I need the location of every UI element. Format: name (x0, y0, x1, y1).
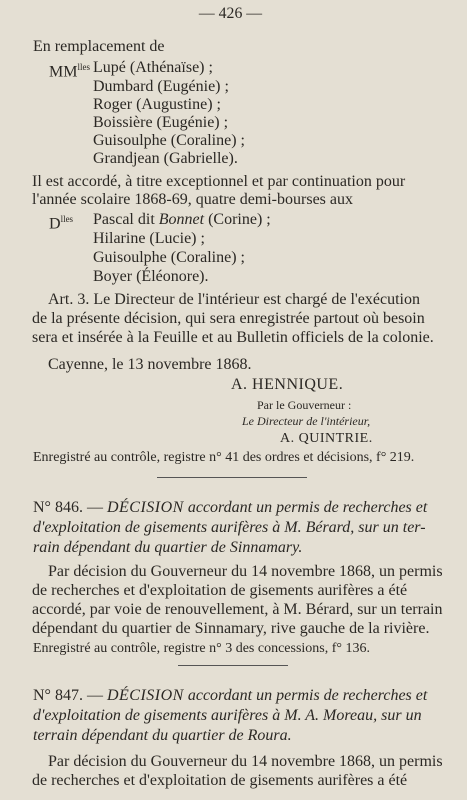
decision-label: DÉCISION (106, 499, 184, 516)
decision-number: N° 847. — (33, 687, 107, 704)
name-list-item: Lupé (Athénaïse) ; (93, 59, 213, 76)
decision-846-title-3: rain dépendant du quartier de Sinnamary. (33, 539, 303, 556)
decision-847-title-3: terrain dépendant du quartier de Roura. (33, 727, 292, 744)
dlles-prefix (49, 210, 73, 233)
name-list-item: Hilarine (Lucie) ; (93, 230, 205, 247)
signer-name: A. HENNIQUE. (231, 376, 344, 393)
mlles-prefix-sup: lles (77, 62, 90, 72)
registration-line: Enregistré au contrôle, registre n° 41 des ordres et décisions, f° 219. (33, 450, 415, 465)
dlles-prefix-text: D (49, 215, 61, 233)
intro-line: En remplacement de (33, 38, 165, 55)
name-list-item: Guisoulphe (Coraline) ; (93, 132, 245, 149)
dlles-prefix-sup: lles (60, 214, 74, 224)
bourses-line-2: l'année scolaire 1868-69, quatre demi-bourses aux (32, 191, 353, 208)
article-3-line-3: sera et insérée à la Feuille et au Bulletin officiels de la colonie. (32, 329, 434, 346)
name-list-item: Dumbard (Eugénie) ; (93, 78, 229, 95)
name-part-italic: Bonnet (158, 211, 205, 228)
article-3-line-2: de la présente décision, qui sera enregistrée partout où besoin (32, 310, 425, 327)
section-divider (157, 477, 307, 478)
decision-label: DÉCISION (106, 687, 184, 704)
decision-847-title-2: d'exploitation de gisements aurifères à M. A. Moreau, sur un (33, 707, 422, 724)
decision-title-part: accordant un permis de recherches et (183, 499, 428, 516)
cosigner-name: A. QUINTRIE. (280, 431, 373, 446)
director-role: Le Directeur de l'intérieur, (242, 414, 371, 428)
decision-846-body-2: de recherches et d'exploitation de gisements aurifères a été (32, 582, 408, 599)
decision-title-part: accordant un permis de recherches et (183, 687, 428, 704)
name-list-item: Guisoulphe (Coraline) ; (93, 249, 245, 266)
article-3-line-1: Art. 3. Le Directeur de l'intérieur est chargé de l'exécution (48, 291, 420, 308)
name-list-item (93, 210, 271, 229)
section-divider (178, 665, 288, 666)
name-part: Pascal dit (93, 211, 159, 228)
decision-847-body-1: Par décision du Gouverneur du 14 novembre 1868, un permis (48, 753, 443, 770)
bourses-line-1: Il est accordé, à titre exceptionnel et par continuation pour (32, 173, 406, 190)
decision-847-body-2: de recherches et d'exploitation de gisements aurifères a été (32, 772, 408, 789)
decision-846-title-2: d'exploitation de gisements aurifères à M. Bérard, sur un ter- (33, 519, 426, 536)
name-list-item: Boissière (Eugénie) ; (93, 114, 229, 131)
decision-846-body-1: Par décision du Gouverneur du 14 novembre 1868, un permis (48, 563, 443, 580)
decision-number: N° 846. — (33, 499, 107, 516)
place-date: Cayenne, le 13 novembre 1868. (48, 356, 252, 373)
decision-846-registration: Enregistré au contrôle, registre n° 3 des concessions, f° 136. (33, 641, 370, 656)
name-list-item: Grandjean (Gabrielle). (93, 150, 238, 167)
name-part: (Corine) ; (204, 211, 271, 228)
par-le-gouverneur: Par le Gouverneur : (257, 398, 352, 412)
mlles-prefix-text: MM (49, 63, 78, 81)
decision-846-body-3: accordé, par voie de renouvellement, à M. Bérard, sur un terrain (32, 601, 443, 618)
name-list-item: Boyer (Éléonore). (93, 268, 209, 285)
page-number: — 426 — (198, 5, 263, 22)
name-list-item: Roger (Augustine) ; (93, 96, 221, 113)
decision-846-body-4: dépendant du quartier de Sinnamary, rive gauche de la rivière. (32, 620, 430, 637)
decision-846-title-1 (33, 498, 427, 517)
mlles-prefix (49, 58, 90, 81)
decision-847-title-1 (33, 686, 427, 705)
